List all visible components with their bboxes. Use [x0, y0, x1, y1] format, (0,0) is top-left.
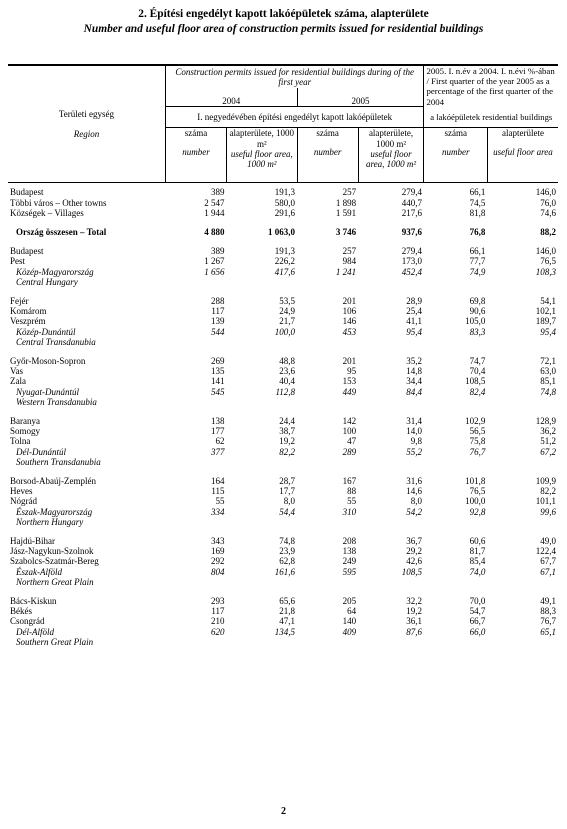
- value-cell: 74,6: [540, 207, 556, 218]
- region-english-name: Central Transdanubia: [16, 336, 96, 347]
- value-cell: 29,2: [406, 546, 422, 557]
- value-cell: 257: [342, 246, 357, 257]
- row-label: Budapest: [10, 246, 44, 257]
- col-area-ratio: alapterülete useful floor area: [487, 128, 558, 183]
- row-label: Többi város – Other towns: [10, 197, 107, 208]
- value-cell: 74,8: [540, 386, 556, 397]
- value-cell: 201: [342, 295, 357, 306]
- value-cell: 2 547: [204, 197, 225, 208]
- row-label: Borsod-Abaúj-Zemplén: [10, 475, 96, 486]
- row-label: Dél-Dunántúl: [16, 446, 66, 457]
- value-cell: 189,7: [535, 316, 556, 327]
- value-cell: 90,6: [469, 306, 486, 317]
- value-cell: 32,2: [406, 596, 422, 607]
- value-cell: 108,5: [401, 566, 422, 577]
- value-cell: 74,5: [469, 197, 486, 208]
- value-cell: 70,0: [469, 596, 486, 607]
- value-cell: 74,8: [279, 536, 296, 546]
- value-cell: 167: [342, 475, 357, 486]
- value-cell: 142: [342, 415, 357, 426]
- value-cell: 169: [211, 546, 225, 557]
- value-cell: 257: [342, 187, 357, 198]
- value-cell: 19,2: [279, 436, 296, 447]
- table-row: [8, 256, 558, 266]
- year-2005: 2005: [297, 88, 424, 107]
- value-cell: 76,7: [540, 616, 556, 627]
- value-cell: 409: [342, 626, 357, 637]
- region-english-name-row: [8, 337, 558, 347]
- value-cell: 14,6: [406, 486, 422, 497]
- row-label: Hajdú-Bihar: [10, 536, 55, 546]
- value-cell: 620: [211, 626, 225, 637]
- value-cell: 389: [211, 246, 225, 257]
- row-label: Észak-Magyarország: [16, 506, 93, 517]
- value-cell: 24,9: [279, 306, 296, 317]
- value-cell: 1 063,0: [268, 226, 296, 237]
- table-row: [8, 316, 558, 326]
- value-cell: 293: [211, 596, 225, 607]
- table-row: [8, 366, 558, 376]
- value-cell: 85,1: [540, 376, 556, 387]
- value-cell: 92,8: [469, 506, 486, 517]
- col-area-2004: alapterülete, 1000 m² useful floor area, 1000 m²: [227, 128, 298, 183]
- value-cell: 63,0: [540, 366, 556, 377]
- value-cell: 82,4: [469, 386, 486, 397]
- value-cell: 84,4: [406, 386, 422, 397]
- value-cell: 49,0: [540, 536, 556, 546]
- value-cell: 545: [211, 386, 225, 397]
- value-cell: 95,4: [540, 326, 556, 337]
- value-cell: 128,9: [535, 415, 556, 426]
- value-cell: 17,7: [279, 486, 296, 497]
- value-cell: 1 241: [335, 266, 357, 277]
- year-2004: 2004: [165, 88, 297, 107]
- total-row: [8, 227, 558, 237]
- row-label: Vas: [10, 366, 23, 377]
- value-cell: 161,6: [274, 566, 296, 577]
- region-english-name-row: [8, 637, 558, 647]
- value-cell: 88,2: [540, 226, 556, 237]
- value-cell: 82,2: [540, 486, 556, 497]
- spacer-row: [8, 467, 558, 476]
- value-cell: 76,5: [540, 256, 556, 267]
- row-label: Községek – Villages: [10, 207, 84, 218]
- page-number: 2: [281, 806, 286, 817]
- value-cell: 804: [211, 566, 225, 577]
- value-cell: 24,4: [279, 415, 296, 426]
- row-label: Dél-Alföld: [16, 626, 54, 637]
- value-cell: 42,6: [406, 556, 422, 567]
- value-cell: 117: [211, 306, 225, 317]
- table-row: [8, 546, 558, 556]
- value-cell: 108,3: [535, 266, 556, 277]
- region-english-name: Northern Great Plain: [16, 576, 94, 587]
- value-cell: 208: [342, 536, 357, 546]
- row-label: Tolna: [10, 436, 31, 447]
- value-cell: 343: [211, 536, 225, 546]
- table-row: [8, 606, 558, 616]
- value-cell: 389: [211, 187, 225, 198]
- value-cell: 23,9: [279, 546, 296, 557]
- value-cell: 310: [342, 506, 357, 517]
- value-cell: 109,9: [535, 475, 556, 486]
- value-cell: 101,8: [465, 475, 486, 486]
- value-cell: 69,8: [469, 295, 486, 306]
- col-number-2004: száma number: [165, 128, 226, 183]
- row-label: Ország összesen – Total: [16, 226, 107, 237]
- row-label: Közép-Dunántúl: [16, 326, 76, 337]
- value-cell: 334: [211, 506, 225, 517]
- row-label: Békés: [10, 606, 32, 617]
- row-label: Baranya: [10, 415, 40, 426]
- row-label: Nógrád: [10, 496, 37, 507]
- value-cell: 453: [342, 326, 357, 337]
- ratio-header: 2005. I. n.év a 2004. I. n.évi %-ában / First quarter of the year 2005 as a percentage of the first quarter of the 2004: [424, 65, 558, 107]
- value-cell: 23,6: [279, 366, 296, 377]
- row-label: Közép-Magyarország: [16, 266, 94, 277]
- value-cell: 102,1: [535, 306, 556, 317]
- value-cell: 74,7: [469, 355, 486, 366]
- value-cell: 452,4: [401, 266, 422, 277]
- value-cell: 112,8: [275, 386, 296, 397]
- value-cell: 47: [347, 436, 357, 447]
- value-cell: 76,0: [540, 197, 556, 208]
- table-row: [8, 536, 558, 546]
- table-row: [8, 426, 558, 436]
- value-cell: 141: [211, 376, 225, 387]
- spacer-row: [8, 237, 558, 246]
- region-subtotal-row: [8, 327, 558, 337]
- value-cell: 14,0: [406, 426, 422, 437]
- region-english-name: Northern Hungary: [16, 516, 84, 527]
- row-label: Somogy: [10, 426, 41, 437]
- region-english-name: Western Transdanubia: [16, 396, 97, 407]
- table-row: [8, 376, 558, 386]
- row-label: Szabolcs-Szatmár-Bereg: [10, 556, 99, 567]
- region-english-name: Southern Transdanubia: [16, 456, 101, 467]
- value-cell: 138: [211, 415, 225, 426]
- value-cell: 117: [211, 606, 225, 617]
- value-cell: 449: [342, 386, 357, 397]
- value-cell: 201: [342, 355, 357, 366]
- value-cell: 101,1: [535, 496, 556, 507]
- group-header-hu: I. negyedévében építési engedélyt kapott lakóépületek: [165, 107, 424, 128]
- value-cell: 417,6: [274, 266, 296, 277]
- value-cell: 81,7: [469, 546, 486, 557]
- value-cell: 544: [211, 326, 225, 337]
- value-cell: 65,1: [540, 626, 556, 637]
- value-cell: 88,3: [540, 606, 556, 617]
- value-cell: 62,8: [279, 556, 296, 567]
- region-english-name: Central Hungary: [16, 276, 78, 287]
- value-cell: 146: [342, 316, 357, 327]
- value-cell: 48,8: [279, 355, 296, 366]
- value-cell: 292: [211, 556, 225, 567]
- value-cell: 54,1: [540, 295, 556, 306]
- value-cell: 66,7: [469, 616, 486, 627]
- value-cell: 1 656: [204, 266, 225, 277]
- value-cell: 288: [211, 295, 225, 306]
- value-cell: 164: [211, 475, 225, 486]
- value-cell: 28,7: [279, 475, 296, 486]
- value-cell: 66,1: [469, 187, 486, 198]
- row-label: Komárom: [10, 306, 47, 317]
- region-subtotal-row: [8, 507, 558, 517]
- value-cell: 122,4: [535, 546, 556, 557]
- value-cell: 19,2: [406, 606, 422, 617]
- value-cell: 4 880: [204, 226, 225, 237]
- value-cell: 984: [342, 256, 357, 267]
- value-cell: 36,2: [540, 426, 556, 437]
- value-cell: 74,9: [469, 266, 486, 277]
- value-cell: 21,7: [279, 316, 296, 327]
- value-cell: 75,8: [469, 436, 486, 447]
- row-label: Bács-Kiskun: [10, 596, 57, 607]
- value-cell: 146,0: [535, 246, 556, 257]
- value-cell: 62: [215, 436, 225, 447]
- row-label: Jász-Nagykun-Szolnok: [10, 546, 94, 557]
- value-cell: 65,6: [279, 596, 296, 607]
- value-cell: 937,6: [401, 226, 422, 237]
- table-row: [8, 436, 558, 446]
- spacer-row: [8, 527, 558, 536]
- value-cell: 56,5: [469, 426, 486, 437]
- value-cell: 102,9: [465, 415, 486, 426]
- row-label: Fejér: [10, 295, 29, 306]
- region-english-name-row: [8, 277, 558, 287]
- value-cell: 82,2: [279, 446, 296, 457]
- value-cell: 279,4: [401, 187, 422, 198]
- col-area-2005: alapterülete, 1000 m² useful floor area, 1000 m²: [358, 128, 424, 183]
- table-row: [8, 496, 558, 506]
- region-english-name-row: [8, 517, 558, 527]
- value-cell: 595: [342, 566, 357, 577]
- table-row: [8, 187, 558, 197]
- value-cell: 70,4: [469, 366, 486, 377]
- table-row: [8, 476, 558, 486]
- value-cell: 226,2: [274, 256, 296, 267]
- region-header-cell: [8, 65, 165, 183]
- value-cell: 140: [342, 616, 357, 627]
- value-cell: 9,8: [410, 436, 422, 447]
- value-cell: 291,6: [274, 207, 296, 218]
- value-cell: 3 746: [335, 226, 357, 237]
- value-cell: 99,6: [540, 506, 556, 517]
- value-cell: 108,5: [465, 376, 486, 387]
- value-cell: 31,4: [406, 415, 422, 426]
- row-label: Heves: [10, 486, 33, 497]
- table-row: [8, 416, 558, 426]
- value-cell: 53,5: [279, 295, 296, 306]
- ratio-subheader: a lakóépületek residential buildings: [424, 107, 558, 128]
- value-cell: 135: [211, 366, 225, 377]
- region-subtotal-row: [8, 567, 558, 577]
- table-row: [8, 306, 558, 316]
- value-cell: 153: [342, 376, 357, 387]
- value-cell: 54,7: [469, 606, 486, 617]
- value-cell: 66,0: [469, 626, 486, 637]
- value-cell: 580,0: [274, 197, 296, 208]
- value-cell: 377: [211, 446, 225, 457]
- row-label: Nyugat-Dunántúl: [16, 386, 79, 397]
- spacer-row: [8, 407, 558, 416]
- value-cell: 38,7: [279, 426, 296, 437]
- region-english-name-row: [8, 457, 558, 467]
- spacer-row: [8, 347, 558, 356]
- title-english: Number and useful floor area of construction permits issued for residential buildings: [83, 23, 484, 35]
- spacer-row: [8, 587, 558, 596]
- value-cell: 106: [342, 306, 357, 317]
- value-cell: 35,2: [406, 355, 422, 366]
- region-english-name-row: [8, 397, 558, 407]
- region-subtotal-row: [8, 447, 558, 457]
- value-cell: 67,1: [540, 566, 556, 577]
- value-cell: 40,4: [279, 376, 296, 387]
- value-cell: 440,7: [401, 197, 422, 208]
- value-cell: 36,7: [406, 536, 422, 546]
- value-cell: 289: [342, 446, 357, 457]
- value-cell: 205: [342, 596, 357, 607]
- table-header: [8, 65, 558, 183]
- value-cell: 95: [347, 366, 357, 377]
- value-cell: 8,0: [410, 496, 422, 507]
- value-cell: 100: [342, 426, 357, 437]
- region-header-hu: Területi egység: [58, 108, 115, 119]
- value-cell: 269: [211, 355, 225, 366]
- value-cell: 76,5: [469, 486, 486, 497]
- value-cell: 72,1: [540, 355, 556, 366]
- value-cell: 146,0: [535, 187, 556, 198]
- value-cell: 21,8: [279, 606, 296, 617]
- value-cell: 74,0: [469, 566, 486, 577]
- row-label: Győr-Moson-Sopron: [10, 355, 86, 366]
- value-cell: 81,8: [469, 207, 486, 218]
- table-row: [8, 556, 558, 566]
- region-subtotal-row: [8, 387, 558, 397]
- table-row: [8, 296, 558, 306]
- value-cell: 210: [211, 616, 225, 627]
- value-cell: 14,8: [406, 366, 422, 377]
- value-cell: 76,8: [469, 226, 486, 237]
- value-cell: 77,7: [469, 256, 486, 267]
- value-cell: 67,2: [540, 446, 556, 457]
- spacer-row: [8, 218, 558, 227]
- value-cell: 115: [211, 486, 225, 497]
- value-cell: 47,1: [279, 616, 296, 627]
- table-row: [8, 198, 558, 208]
- value-cell: 25,4: [406, 306, 422, 317]
- col-number-ratio: száma number: [424, 128, 487, 183]
- value-cell: 173,0: [401, 256, 422, 267]
- table-row: [8, 486, 558, 496]
- row-label: Észak-Alföld: [16, 566, 62, 577]
- value-cell: 134,5: [274, 626, 296, 637]
- row-label: Veszprém: [10, 316, 46, 327]
- table-row: [8, 246, 558, 256]
- value-cell: 64: [347, 606, 357, 617]
- value-cell: 1 591: [335, 207, 357, 218]
- value-cell: 191,3: [274, 187, 296, 198]
- region-english-name: Southern Great Plain: [16, 636, 94, 647]
- region-subtotal-row: [8, 627, 558, 637]
- value-cell: 87,6: [406, 626, 422, 637]
- value-cell: 1 944: [204, 207, 225, 218]
- value-cell: 95,4: [406, 326, 422, 337]
- value-cell: 249: [342, 556, 357, 567]
- value-cell: 54,4: [279, 506, 296, 517]
- table-row: [8, 356, 558, 366]
- row-label: Csongrád: [10, 616, 45, 627]
- region-header-en: Region: [73, 129, 100, 140]
- value-cell: 8,0: [283, 496, 296, 507]
- value-cell: 28,9: [406, 295, 422, 306]
- region-english-name-row: [8, 577, 558, 587]
- value-cell: 55: [347, 496, 357, 507]
- value-cell: 1 267: [204, 256, 225, 267]
- value-cell: 177: [211, 426, 225, 437]
- group-header-en: Construction permits issued for residential buildings during of the first year: [165, 65, 424, 88]
- value-cell: 31,6: [406, 475, 422, 486]
- value-cell: 83,3: [469, 326, 486, 337]
- title-hungarian: 2. Építési engedélyt kapott lakóépületek száma, alapterülete: [138, 8, 429, 20]
- value-cell: 76,7: [469, 446, 486, 457]
- value-cell: 85,4: [469, 556, 486, 567]
- value-cell: 1 898: [335, 197, 357, 208]
- spacer-row: [8, 287, 558, 296]
- value-cell: 55: [215, 496, 225, 507]
- value-cell: 100,0: [274, 326, 296, 337]
- table-row: [8, 208, 558, 218]
- value-cell: 66,1: [469, 246, 486, 257]
- value-cell: 100,0: [465, 496, 486, 507]
- row-label: Pest: [10, 256, 26, 267]
- value-cell: 88: [347, 486, 357, 497]
- value-cell: 54,2: [406, 506, 422, 517]
- table-body: [8, 183, 558, 647]
- table-row: [8, 596, 558, 606]
- value-cell: 105,0: [465, 316, 486, 327]
- value-cell: 51,2: [540, 436, 556, 447]
- value-cell: 67,7: [540, 556, 556, 567]
- value-cell: 49,1: [540, 596, 556, 607]
- value-cell: 34,4: [406, 376, 422, 387]
- permits-table: [8, 64, 558, 647]
- col-number-2005: száma number: [297, 128, 358, 183]
- value-cell: 279,4: [401, 246, 422, 257]
- value-cell: 217,6: [401, 207, 422, 218]
- value-cell: 41,1: [406, 316, 422, 327]
- table-row: [8, 616, 558, 626]
- value-cell: 191,3: [274, 246, 296, 257]
- value-cell: 139: [211, 316, 225, 327]
- value-cell: 60,6: [469, 536, 486, 546]
- row-label: Budapest: [10, 187, 44, 198]
- row-label: Zala: [10, 376, 26, 387]
- value-cell: 138: [342, 546, 357, 557]
- region-subtotal-row: [8, 267, 558, 277]
- value-cell: 36,1: [406, 616, 422, 627]
- value-cell: 55,2: [406, 446, 422, 457]
